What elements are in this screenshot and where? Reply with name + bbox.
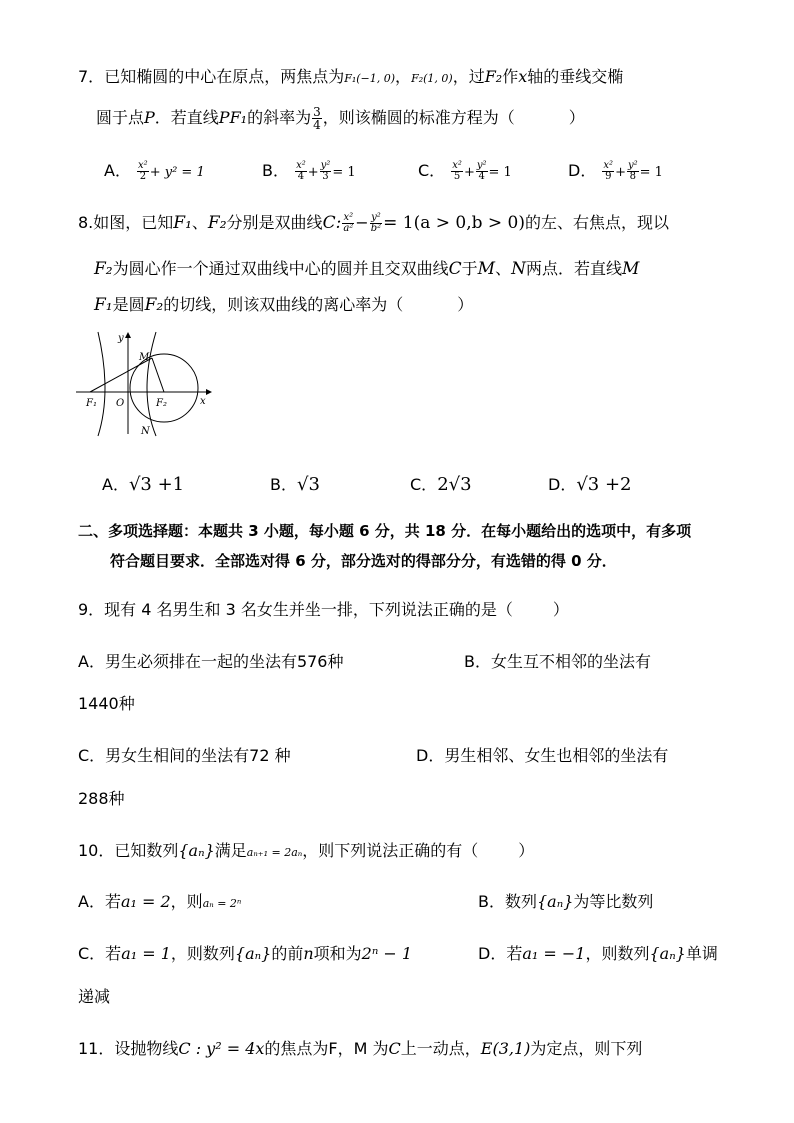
q7-focus2: F₂(1, 0) — [411, 72, 453, 85]
q8-line2: F₂为圆心作一个通过双曲线中心的圆并且交双曲线C于M、N两点．若直线M — [94, 259, 640, 279]
label-n: N — [141, 426, 150, 437]
q8-option-d[interactable]: D．√3 +2 — [548, 474, 632, 495]
q10-option-b[interactable]: B．数列{aₙ}为等比数列 — [478, 892, 654, 911]
q9-stem: 9．现有 4 名男生和 3 名女生并坐一排，下列说法正确的是（ ） — [78, 600, 569, 619]
q8-option-a[interactable]: A．√3 +1 — [102, 474, 185, 495]
label-y: y — [118, 333, 124, 344]
label-o: O — [116, 398, 125, 409]
q7-option-d[interactable]: D． $\frac{\text{x²}}{9}$ + $\frac{\text{y²}}{8}$ = 1 — [568, 160, 663, 182]
label-f1: F₁ — [86, 398, 97, 409]
q9-option-a[interactable]: A．男生必须排在一起的坐法有576种 — [78, 652, 344, 671]
label-f2: F₂ — [156, 398, 167, 409]
q7-option-c[interactable]: C． $\frac{\text{x²}}{5}$ + $\frac{\text{y²}}{4}$ = 1 — [418, 160, 512, 182]
q10-option-a[interactable]: A．若a₁ = 2，则aₙ = 2ⁿ — [78, 892, 242, 911]
q7-line1: 7．已知椭圆的中心在原点，两焦点为F₁(−1, 0)，F₂(1, 0)，过F₂作x轴的垂线交椭 — [78, 67, 624, 86]
q10-option-d-cont: 递减 — [78, 987, 111, 1006]
q8-option-c[interactable]: C．2√3 — [410, 474, 472, 495]
label-x: x — [200, 396, 206, 407]
tangent-line — [90, 358, 152, 392]
q10-stem: 10．已知数列{aₙ}满足aₙ₊₁ = 2aₙ，则下列说法正确的有（ ） — [78, 841, 535, 860]
q8-line3: F₁是圆F₂的切线，则该双曲线的离心率为（ ） — [94, 295, 474, 315]
q9-option-d[interactable]: D．男生相邻、女生也相邻的坐法有 — [416, 746, 669, 765]
y-axis-arrow — [125, 332, 131, 338]
q7-number: 7． — [78, 67, 105, 86]
q9-option-c[interactable]: C．男女生相间的坐法有72 种 — [78, 746, 291, 765]
q7-option-a[interactable]: A． $\frac{\text{x²}}{2}$ + y² = 1 — [104, 160, 205, 182]
q7-slope-fraction: $\frac{3}{4}$ — [313, 105, 321, 132]
label-m: M — [139, 352, 150, 363]
hyperbola-figure — [72, 326, 222, 438]
q11-stem: 11．设抛物线C : y² = 4x的焦点为F，M 为C上一动点，E(3,1)为定点，则下列 — [78, 1039, 643, 1058]
q7-focus1: F₁(−1, 0) — [344, 72, 396, 85]
x-axis-arrow — [206, 389, 212, 395]
q10-option-d[interactable]: D．若a₁ = −1，则数列{aₙ}单调 — [478, 944, 718, 963]
q9-option-b-cont: 1440种 — [78, 694, 135, 713]
q9-option-d-cont: 288种 — [78, 789, 125, 808]
q8-option-b[interactable]: B．√3 — [270, 474, 320, 495]
q7-option-b[interactable]: B． $\frac{\text{x²}}{4}$ + $\frac{\text{y²}}{3}$ = 1 — [262, 160, 356, 182]
segment-mf2 — [152, 358, 164, 392]
q8-line1: 8.如图，已知F₁、F₂分别是双曲线C: $\frac{\text{x²}}{\text{a²}}$ − $\frac{\text{y²}}{\text{b²}}$ = 1(a > 0,b > 0)的左、右焦点，现以 — [78, 212, 670, 234]
section2-heading-line2: 符合题目要求．全部选对得 6 分，部分选对的得部分分，有选错的得 0 分． — [110, 552, 617, 570]
section2-heading-line1: 二、多项选择题：本题共 3 小题，每小题 6 分，共 18 分．在每小题给出的选项中，有多项 — [78, 522, 692, 540]
q10-option-c[interactable]: C．若a₁ = 1，则数列{aₙ}的前n项和为2ⁿ − 1 — [78, 944, 413, 963]
q7-line2: 圆于点P．若直线PF₁的斜率为 $\frac{3}{4}$ ，则该椭圆的标准方程为（ ） — [96, 105, 585, 132]
q9-option-b[interactable]: B．女生互不相邻的坐法有 — [464, 652, 651, 671]
